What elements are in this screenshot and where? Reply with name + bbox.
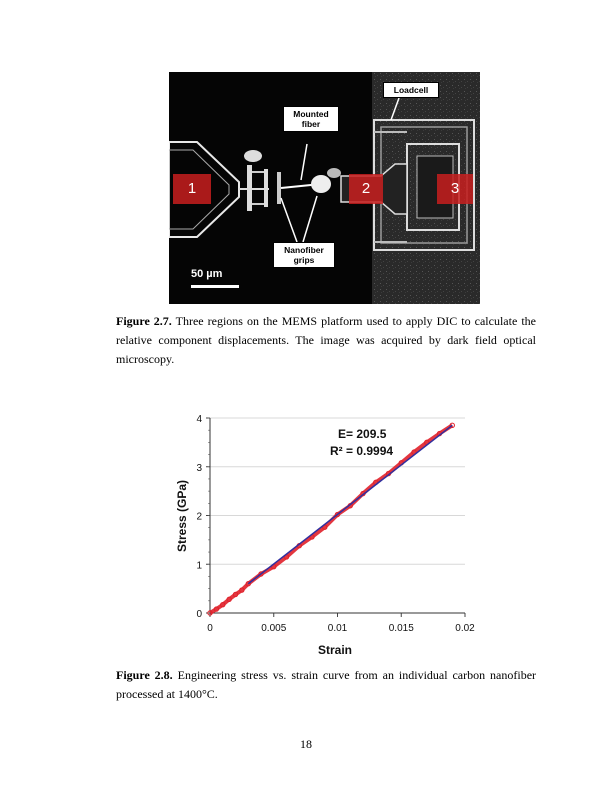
chart-y-axis-label: Stress (GPa)	[175, 479, 189, 553]
y-tick-label: 1	[196, 560, 202, 572]
x-tick-label: 0.02	[455, 623, 475, 634]
figure-2-7-caption	[116, 312, 536, 369]
y-tick-label: 4	[196, 414, 202, 425]
figure-2-8-caption	[116, 666, 536, 704]
mounted-fiber-callout: Mounted fiber	[283, 106, 339, 132]
y-tick-label: 2	[196, 511, 202, 523]
region-3-label: 3	[450, 180, 460, 197]
page-number: 18	[300, 737, 312, 751]
region-1-label: 1	[187, 180, 197, 197]
x-tick-label: 0.015	[388, 623, 414, 634]
stress-strain-chart	[170, 410, 482, 660]
chart-x-axis-label: Strain	[317, 643, 353, 657]
region-2-label: 2	[361, 180, 371, 197]
x-tick-label: 0	[207, 623, 213, 634]
nanofiber-grips-callout: Nanofiber grips	[273, 242, 335, 268]
x-tick-label: 0.01	[327, 623, 348, 634]
scale-bar-label: 50 µm	[191, 268, 223, 280]
x-tick-label: 0.005	[261, 623, 287, 634]
y-tick-label: 3	[196, 462, 202, 474]
chart-annotation-r2: R² = 0.9994	[330, 444, 394, 458]
y-tick-label: 0	[196, 609, 202, 620]
figure-2-8-label: Figure 2.8.	[116, 668, 173, 682]
figure-2-8-text: Engineering stress vs. strain curve from an individual carbon nanofiber processed at 1400°C.	[116, 668, 537, 701]
loadcell-callout: Loadcell	[383, 82, 439, 98]
chart-annotation-modulus: E= 209.5	[338, 427, 387, 441]
figure-2-7-label: Figure 2.7.	[116, 314, 172, 328]
mems-micrograph	[169, 72, 480, 304]
figure-2-7-text: Three regions on the MEMS platform used to apply DIC to calculate the relative component displacements. The image was acquired by dark field optical microscopy.	[116, 314, 536, 366]
